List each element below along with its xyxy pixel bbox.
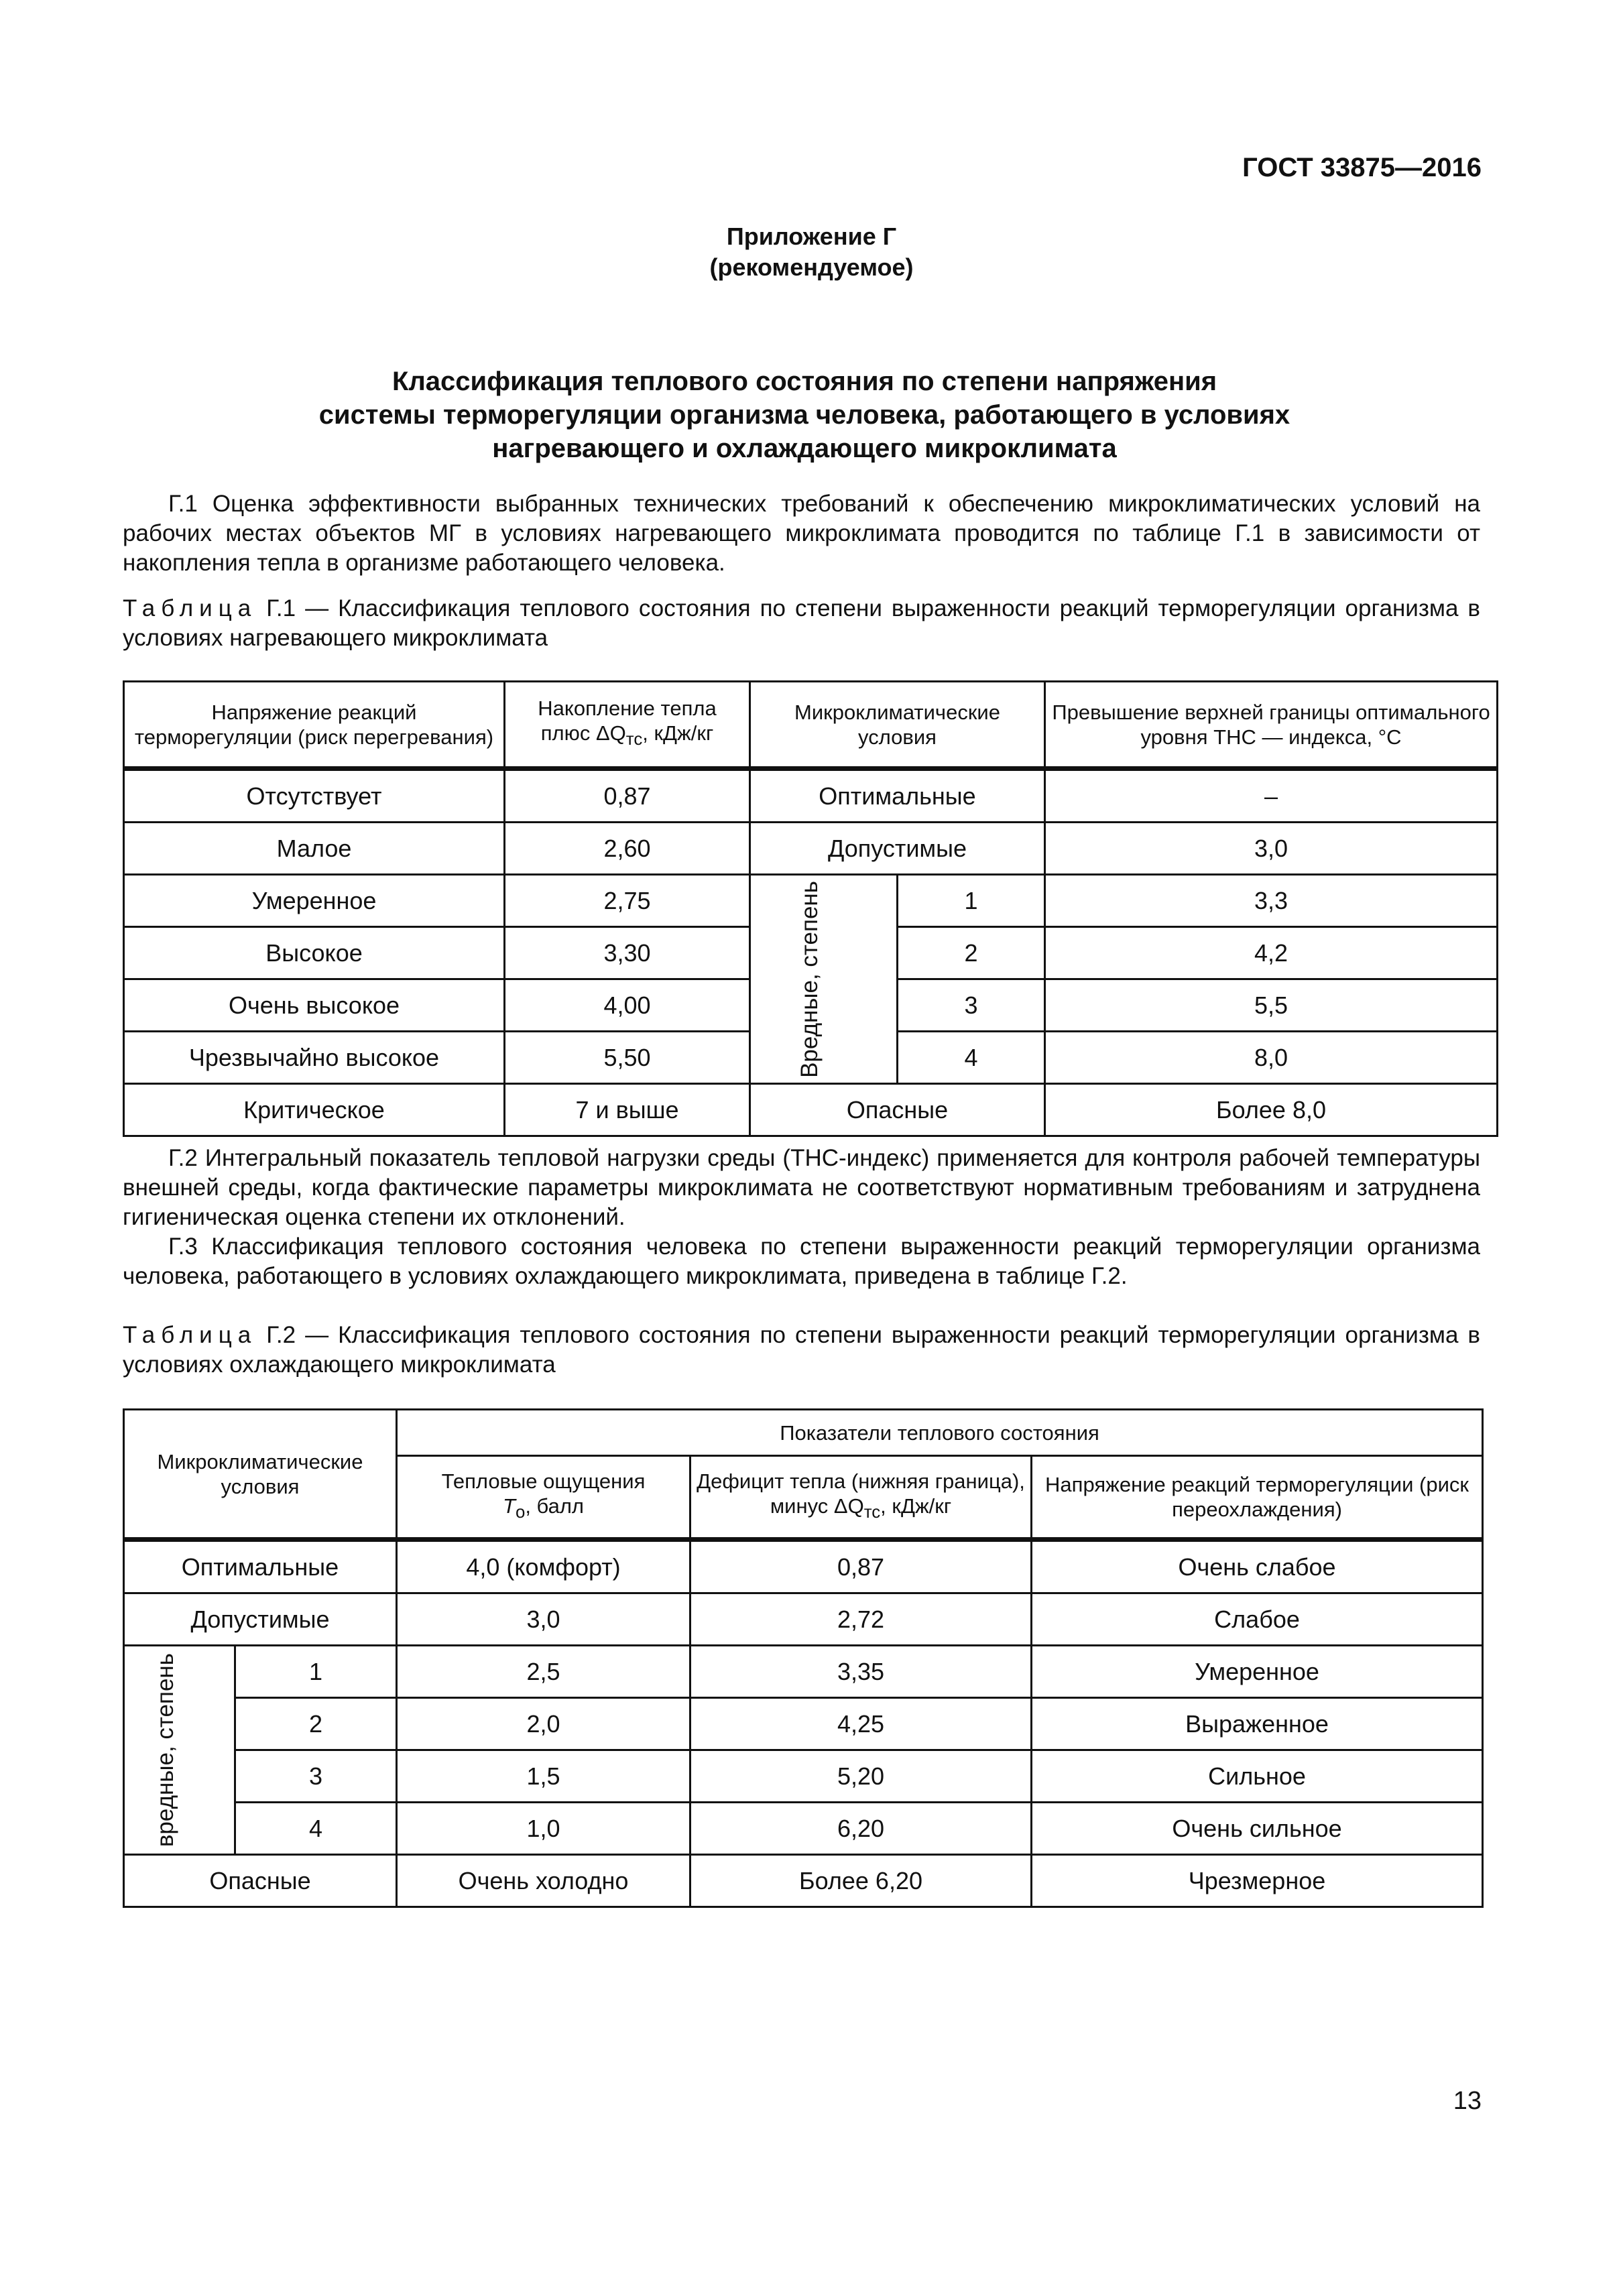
table-g1 xyxy=(123,680,1498,1137)
paragraph-g1: Г.1 Оценка эффективности выбранных технических требований к обеспечению микроклиматических условий на рабочих местах объектов МГ в условиях нагревающего микроклимата проводится по таблице Г.1 в зависимости от накопления тепла в организме работающего человека. xyxy=(123,491,1480,576)
table-row xyxy=(124,769,1498,823)
cell-deficit: 2,72 xyxy=(690,1593,1032,1646)
cell-strain: Высокое xyxy=(124,927,505,979)
header-deficit: Дефицит тепла (нижняя граница), минус $\Delta Q_{тс}$, кДж/кг xyxy=(690,1456,1032,1540)
cell-sensation: Очень холодно xyxy=(397,1855,690,1907)
table-row xyxy=(124,1698,1483,1750)
cell-strain: Умеренное xyxy=(1032,1646,1483,1698)
cell-degree: 3 xyxy=(235,1750,397,1803)
cell-excess: 5,5 xyxy=(1045,979,1498,1032)
cell-excess: 3,3 xyxy=(1045,875,1498,927)
header-indicators-group: Показатели теплового состояния xyxy=(397,1410,1483,1456)
cell-deficit: 4,25 xyxy=(690,1698,1032,1750)
cell-degree: 3 xyxy=(898,979,1045,1032)
cell-degree: 4 xyxy=(235,1803,397,1855)
table-row xyxy=(124,1750,1483,1803)
table-g2 xyxy=(123,1408,1484,1908)
appendix-heading xyxy=(0,221,1623,283)
cell-heat: 3,30 xyxy=(505,927,750,979)
cell-strain: Отсутствует xyxy=(124,769,505,823)
cell-deficit: 6,20 xyxy=(690,1803,1032,1855)
table-row xyxy=(124,1803,1483,1855)
table1-caption xyxy=(123,594,1480,653)
table-row xyxy=(124,1593,1483,1646)
harmful-label: Вредные, степень xyxy=(796,880,823,1078)
title-line-2: системы терморегуляции организма человека, работающего в условиях xyxy=(318,400,1290,430)
appendix-status: (рекомендуемое) xyxy=(709,253,914,281)
cell-degree: 2 xyxy=(235,1698,397,1750)
table-header-row xyxy=(124,1410,1483,1456)
cell-conditions: Опасные xyxy=(124,1855,397,1907)
title-line-1: Классификация теплового состояния по степени напряжения xyxy=(392,367,1217,396)
table-row xyxy=(124,1084,1498,1136)
header-heat-accumulation: Накопление тепла плюс $\Delta Q_{тс}$, кДж/кг xyxy=(505,682,750,769)
cell-conditions: Допустимые xyxy=(124,1593,397,1646)
cell-heat: 2,60 xyxy=(505,823,750,875)
appendix-label: Приложение Г xyxy=(726,223,897,250)
cell-sensation: 2,0 xyxy=(397,1698,690,1750)
cell-excess: 8,0 xyxy=(1045,1032,1498,1084)
cell-strain: Чрезвычайно высокое xyxy=(124,1032,505,1084)
cell-degree: 4 xyxy=(898,1032,1045,1084)
cell-strain: Выраженное xyxy=(1032,1698,1483,1750)
header-strain: Напряжение реакций терморегуляции (риск переохлаждения) xyxy=(1032,1456,1483,1540)
cell-strain: Очень высокое xyxy=(124,979,505,1032)
cell-heat: 5,50 xyxy=(505,1032,750,1084)
title-line-3: нагревающего и охлаждающего микроклимата xyxy=(492,434,1117,463)
cell-excess: 3,0 xyxy=(1045,823,1498,875)
cell-deficit: 0,87 xyxy=(690,1540,1032,1593)
table1-caption-text: Г.1 — Классификация теплового состояния по степени выраженности реакций терморегуляции организма в условиях нагревающего микроклимата xyxy=(123,595,1480,651)
table-row xyxy=(124,1855,1483,1907)
table2-caption xyxy=(123,1321,1480,1380)
cell-conditions: Оптимальные xyxy=(124,1540,397,1593)
table-row xyxy=(124,1540,1483,1593)
cell-degree: 1 xyxy=(898,875,1045,927)
cell-deficit: 5,20 xyxy=(690,1750,1032,1803)
paragraph-g2: Г.2 Интегральный показатель тепловой нагрузки среды (ТНС-индекс) применяется для контроля рабочей температуры внешней среды, когда фактические параметры микроклимата не соответствуют нормативным требованиям и затруднена гигиеническая оценка степени их отклонений. xyxy=(123,1145,1480,1230)
cell-strain: Очень слабое xyxy=(1032,1540,1483,1593)
cell-degree: 2 xyxy=(898,927,1045,979)
cell-strain: Слабое xyxy=(1032,1593,1483,1646)
cell-conditions: Допустимые xyxy=(750,823,1045,875)
cell-excess: Более 8,0 xyxy=(1045,1084,1498,1136)
cell-sensation: 4,0 (комфорт) xyxy=(397,1540,690,1593)
paragraph-g3: Г.3 Классификация теплового состояния человека по степени выраженности реакций терморегуляции организма человека, работающего в условиях охлаждающего микроклимата, приведена в таблице Г.2. xyxy=(123,1233,1480,1289)
header-conditions: Микроклиматические условия xyxy=(750,682,1045,769)
cell-strain: Критическое xyxy=(124,1084,505,1136)
table2-caption-text: Г.2 — Классификация теплового состояния по степени выраженности реакций терморегуляции организма в условиях охлаждающего микроклимата xyxy=(123,1322,1480,1378)
cell-sensation: 1,5 xyxy=(397,1750,690,1803)
cell-deficit: 3,35 xyxy=(690,1646,1032,1698)
page-number: 13 xyxy=(1453,2087,1482,2115)
table-row xyxy=(124,875,1498,927)
cell-strain: Очень сильное xyxy=(1032,1803,1483,1855)
table-row xyxy=(124,823,1498,875)
standard-number: ГОСТ 33875—2016 xyxy=(1242,153,1482,182)
header-conditions: Микроклиматические условия xyxy=(124,1410,397,1540)
table2-caption-label: Таблица xyxy=(123,1322,257,1348)
cell-heat: 4,00 xyxy=(505,979,750,1032)
cell-excess: – xyxy=(1045,769,1498,823)
cell-conditions: Опасные xyxy=(750,1084,1045,1136)
table1-caption-label: Таблица xyxy=(123,595,257,621)
harmful-label: вредные, степень xyxy=(152,1652,178,1848)
cell-strain: Умеренное xyxy=(124,875,505,927)
cell-sensation: 2,5 xyxy=(397,1646,690,1698)
header-excess: Превышение верхней границы оптимального уровня ТНС — индекса, °С xyxy=(1045,682,1498,769)
table-row xyxy=(124,1646,1483,1698)
header-sensation: Тепловые ощущения $T_о$, балл xyxy=(397,1456,690,1540)
cell-strain: Сильное xyxy=(1032,1750,1483,1803)
cell-conditions: Оптимальные xyxy=(750,769,1045,823)
cell-degree: 1 xyxy=(235,1646,397,1698)
cell-deficit: Более 6,20 xyxy=(690,1855,1032,1907)
cell-strain: Малое xyxy=(124,823,505,875)
table-header-row xyxy=(124,682,1498,769)
cell-heat: 2,75 xyxy=(505,875,750,927)
cell-heat: 7 и выше xyxy=(505,1084,750,1136)
cell-strain: Чрезмерное xyxy=(1032,1855,1483,1907)
cell-sensation: 1,0 xyxy=(397,1803,690,1855)
harmful-group-cell xyxy=(750,875,898,1084)
cell-heat: 0,87 xyxy=(505,769,750,823)
cell-excess: 4,2 xyxy=(1045,927,1498,979)
header-strain: Напряжение реакций терморегуляции (риск перегревания) xyxy=(124,682,505,769)
harmful-group-cell xyxy=(124,1646,235,1855)
document-title xyxy=(201,365,1408,465)
cell-sensation: 3,0 xyxy=(397,1593,690,1646)
